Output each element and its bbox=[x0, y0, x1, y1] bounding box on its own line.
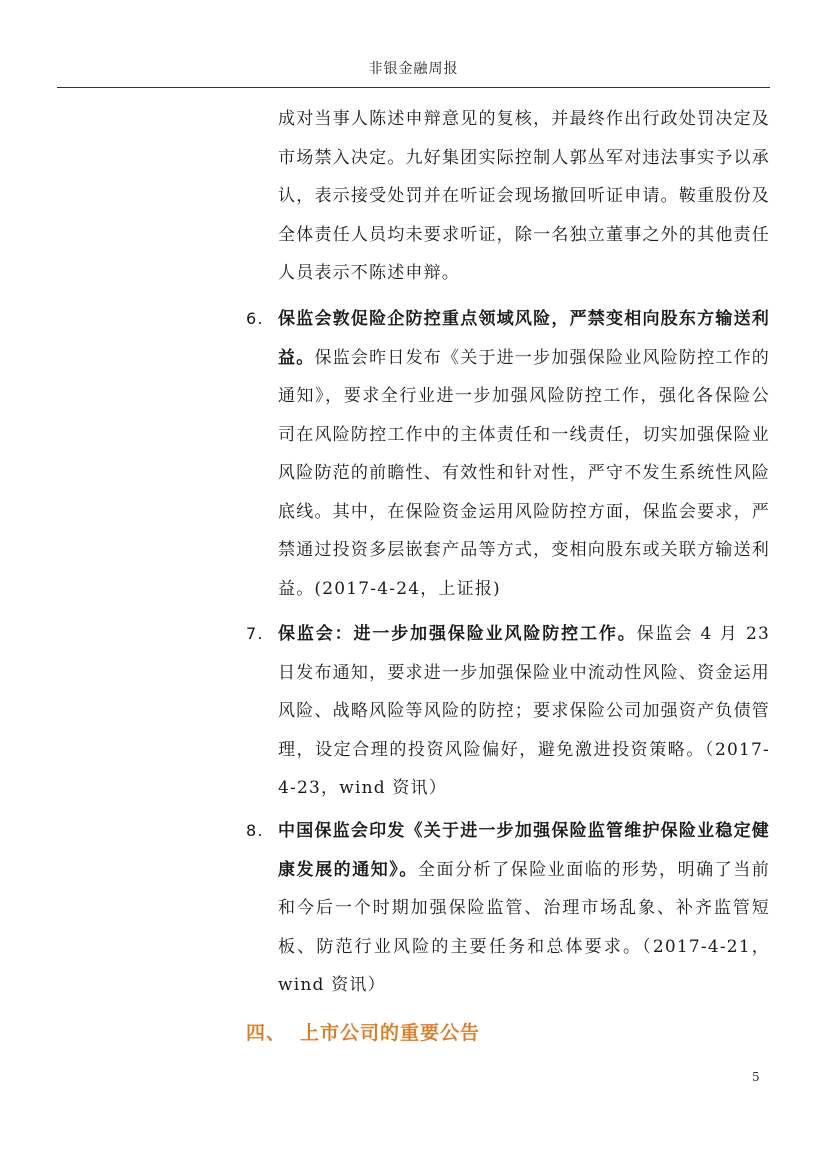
item-title: 保监会敦促险企防控重点领域风险，严禁变相向股东方输送利益。 bbox=[278, 309, 770, 368]
item-body bbox=[278, 300, 770, 608]
section-heading bbox=[246, 1018, 480, 1045]
item-number: 6. bbox=[246, 309, 264, 328]
page-header-title: 非银金融周报 bbox=[368, 61, 459, 77]
section-title-text: 上市公司的重要公告 bbox=[300, 1022, 481, 1044]
news-item-8 bbox=[246, 812, 770, 1005]
item-body bbox=[278, 812, 770, 1005]
page-number: 5 bbox=[752, 1070, 760, 1084]
item-number: 7. bbox=[246, 624, 264, 643]
item-text: 保监会昨日发布《关于进一步加强保险业风险防控工作的通知》，要求全行业进一步加强风险防控工作，强化各保险公司在风险防控工作中的主体责任和一线责任，切实加强保险业风险防范的前瞻性、有效性和针对性，严守不发生系统性风险底线。其中，在保险资金运用风险防控方面，保监会要求，严禁通过投资多层嵌套产品等方式，变相向股东或关联方输送利益。(2017-4-24，上证报) bbox=[278, 347, 770, 599]
item-body bbox=[278, 615, 770, 808]
item-text: 全面分析了保险业面临的形势，明确了当前和今后一个时期加强保险监管、治理市场乱象、补齐监管短板、防范行业风险的主要任务和总体要求。（2017-4-21，wind 资讯） bbox=[278, 859, 770, 995]
intro-paragraph: 成对当事人陈述申辩意见的复核，并最终作出行政处罚决定及市场禁入决定。九好集团实际控制人郭丛军对违法事实予以承认，表示接受处罚并在听证会现场撤回听证申请。鞍重股份及全体责任人员均未要求听证，除一名独立董事之外的其他责任人员表示不陈述申辩。 bbox=[278, 109, 770, 283]
item-text: 保监会 4 月 23 日发布通知，要求进一步加强保险业中流动性风险、资金运用风险、战略风险等风险的防控；要求保险公司加强资产负债管理，设定合理的投资风险偏好，避免激进投资策略。（2017-4-23，wind 资讯） bbox=[278, 624, 770, 798]
header-divider bbox=[57, 87, 770, 88]
news-item-6 bbox=[246, 300, 770, 608]
item-number: 8. bbox=[246, 821, 264, 840]
item-title: 保监会：进一步加强保险业风险防控工作。 bbox=[278, 624, 637, 644]
news-item-7 bbox=[246, 615, 770, 808]
section-number: 四、 bbox=[246, 1022, 287, 1044]
item-title: 中国保监会印发《关于进一步加强保险监管维护保险业稳定健康发展的通知》。 bbox=[278, 821, 770, 880]
